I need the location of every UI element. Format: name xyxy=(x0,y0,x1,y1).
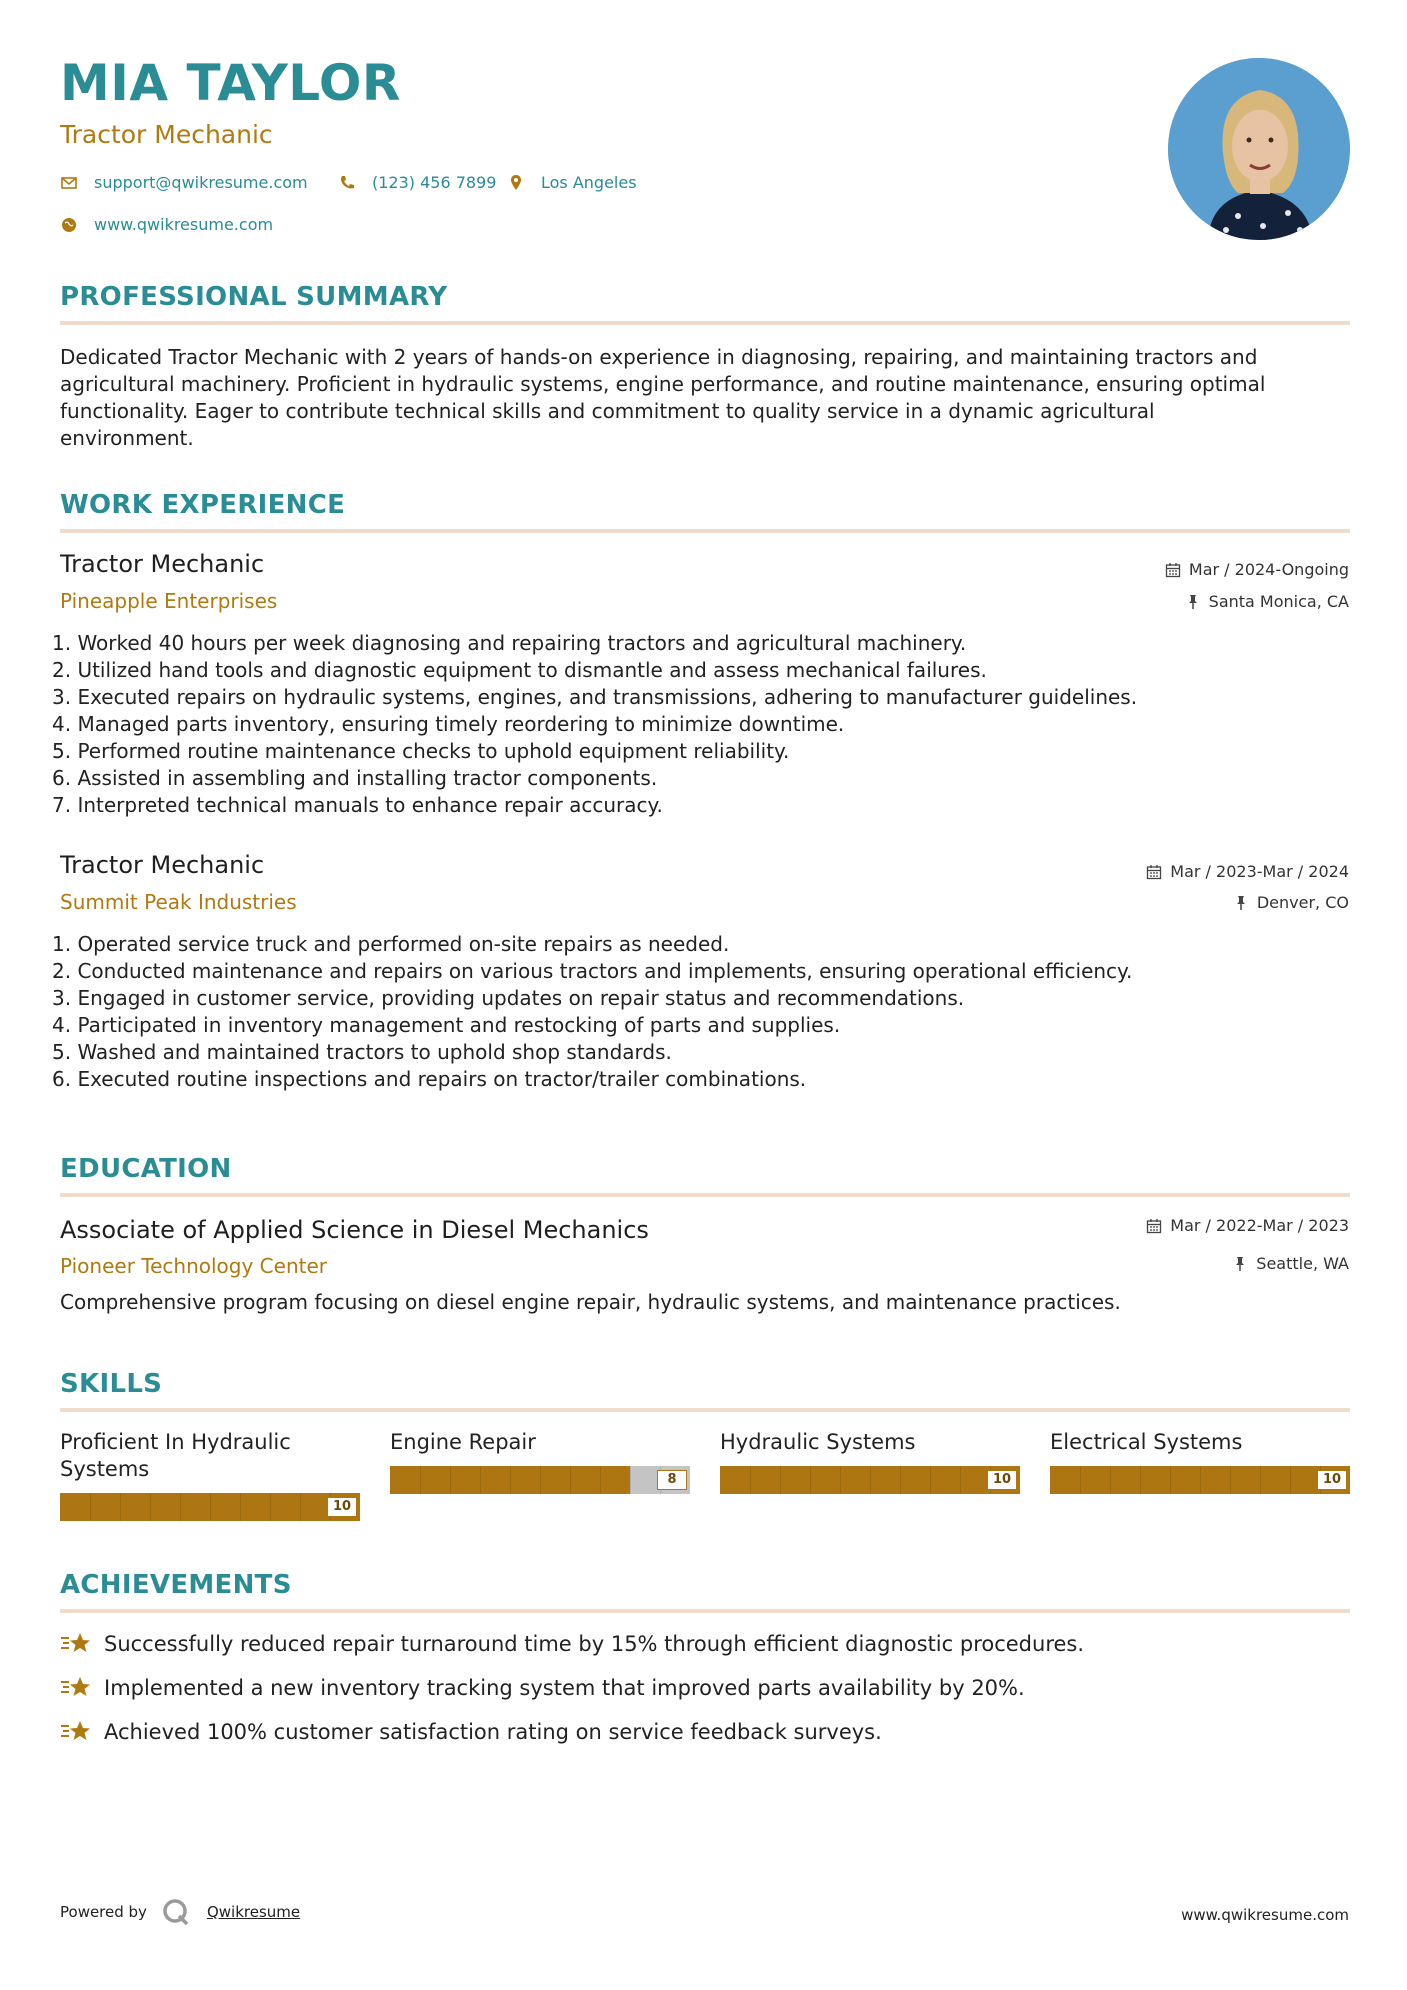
skill-bar-segment xyxy=(570,1466,571,1494)
achievement-text: Implemented a new inventory tracking system that improved parts availability by 20%. xyxy=(104,1676,1025,1700)
skill-bar-segment xyxy=(750,1466,751,1494)
job-location xyxy=(1233,893,1349,912)
skill-bar-segment xyxy=(1110,1466,1111,1494)
skill-level-label: 10 xyxy=(1317,1470,1347,1490)
summary-line: environment. xyxy=(60,426,194,450)
skill-bar-segment xyxy=(420,1466,421,1494)
section-title-experience: WORK EXPERIENCE xyxy=(60,490,346,520)
profile-photo xyxy=(1168,58,1350,240)
summary-line: functionality. Eager to contribute technical skills and commitment to quality service in a dynamic agricultural xyxy=(60,399,1155,423)
achievement-item xyxy=(60,1674,1025,1702)
skill-bar xyxy=(720,1466,1020,1494)
achievement-text: Successfully reduced repair turnaround time by 15% through efficient diagnostic procedures. xyxy=(104,1632,1085,1656)
job-bullets xyxy=(52,931,1342,1093)
skill-name xyxy=(1050,1429,1350,1456)
section-title-summary: PROFESSIONAL SUMMARY xyxy=(60,282,448,312)
website-contact[interactable] xyxy=(60,215,273,234)
skill-name-line: Proficient In Hydraulic xyxy=(60,1430,291,1454)
skill-bar-segment xyxy=(1260,1466,1261,1494)
skill-name-line: Electrical Systems xyxy=(1050,1430,1243,1454)
school-name: Pioneer Technology Center xyxy=(60,1254,327,1278)
powered-by-text: Powered by xyxy=(60,1903,147,1921)
skill-bar-segment xyxy=(630,1466,631,1494)
summary-text xyxy=(60,344,1350,452)
skill-bar-segment xyxy=(450,1466,451,1494)
calendar-icon xyxy=(1165,562,1181,578)
list-item: 3. Engaged in customer service, providing updates on repair status and recommendations. xyxy=(52,986,965,1010)
list-item: 6. Assisted in assembling and installing tractor components. xyxy=(52,766,658,790)
calendar-icon xyxy=(1146,1218,1162,1234)
skill-bar-segment xyxy=(210,1493,211,1521)
job-location xyxy=(1185,592,1349,611)
job-dates xyxy=(1165,560,1349,579)
skill-item xyxy=(720,1429,1020,1494)
section-divider xyxy=(60,321,1350,325)
list-item: 2. Conducted maintenance and repairs on various tractors and implements, ensuring operational efficiency. xyxy=(52,959,1133,983)
skill-bar-segment xyxy=(510,1466,511,1494)
skill-bar-segment xyxy=(240,1493,241,1521)
achievement-item xyxy=(60,1718,882,1746)
summary-line: Dedicated Tractor Mechanic with 2 years of hands-on experience in diagnosing, repairing, and maintaining tractors and xyxy=(60,345,1258,369)
job-bullets xyxy=(52,630,1342,819)
star-icon xyxy=(60,1630,92,1658)
globe-icon xyxy=(60,216,78,234)
skill-level-label: 10 xyxy=(327,1497,357,1517)
skill-bar-segment xyxy=(1290,1466,1291,1494)
skill-name-line: Hydraulic Systems xyxy=(720,1430,916,1454)
skill-bar xyxy=(390,1466,690,1494)
candidate-name: MIA TAYLOR xyxy=(60,54,401,112)
skill-bar-segment xyxy=(120,1493,121,1521)
skill-bar-segment xyxy=(870,1466,871,1494)
job-title: Tractor Mechanic xyxy=(60,851,265,879)
job-title: Tractor Mechanic xyxy=(60,550,265,578)
skill-bar-segment xyxy=(960,1466,961,1494)
website-text: www.qwikresume.com xyxy=(94,215,274,234)
skill-bar-segment xyxy=(840,1466,841,1494)
candidate-role: Tractor Mechanic xyxy=(60,120,273,149)
skill-bar-segment xyxy=(600,1466,601,1494)
list-item: 1. Worked 40 hours per week diagnosing and repairing tractors and agricultural machinery. xyxy=(52,631,967,655)
section-title-education: EDUCATION xyxy=(60,1154,232,1184)
skill-bar-segment xyxy=(150,1493,151,1521)
education-dates xyxy=(1146,1216,1349,1235)
skill-bar-segment xyxy=(1230,1466,1231,1494)
section-divider xyxy=(60,1193,1350,1197)
section-divider xyxy=(60,1609,1350,1613)
job-location-text: Santa Monica, CA xyxy=(1208,592,1349,611)
list-item: 1. Operated service truck and performed on-site repairs as needed. xyxy=(52,932,730,956)
pin-icon xyxy=(1232,1256,1248,1272)
envelope-icon xyxy=(60,174,78,192)
skill-bar-segment xyxy=(480,1466,481,1494)
list-item: 4. Participated in inventory management and restocking of parts and supplies. xyxy=(52,1013,841,1037)
degree-title: Associate of Applied Science in Diesel Mechanics xyxy=(60,1216,649,1244)
list-item: 3. Executed repairs on hydraulic systems, engines, and transmissions, adhering to manufacturer guidelines. xyxy=(52,685,1138,709)
skill-bar-segment xyxy=(90,1493,91,1521)
education-location-text: Seattle, WA xyxy=(1256,1254,1349,1273)
footer-powered-by xyxy=(60,1897,300,1927)
skill-bar xyxy=(1050,1466,1350,1494)
email-text: support@qwikresume.com xyxy=(94,173,308,192)
star-icon xyxy=(60,1718,92,1746)
calendar-icon xyxy=(1146,864,1162,880)
summary-line: agricultural machinery. Proficient in hydraulic systems, engine performance, and routine maintenance, ensuring optimal xyxy=(60,372,1266,396)
job-dates-text: Mar / 2024-Ongoing xyxy=(1188,560,1349,579)
skill-bar-segment xyxy=(1170,1466,1171,1494)
skill-bar-segment xyxy=(1200,1466,1201,1494)
location-text: Los Angeles xyxy=(541,173,637,192)
footer-url[interactable]: www.qwikresume.com xyxy=(1181,1906,1349,1924)
skill-bar-segment xyxy=(930,1466,931,1494)
skill-item xyxy=(60,1429,360,1521)
qwikresume-link[interactable]: Qwikresume xyxy=(206,1903,301,1921)
list-item: 5. Performed routine maintenance checks to uphold equipment reliability. xyxy=(52,739,790,763)
achievement-text: Achieved 100% customer satisfaction rating on service feedback surveys. xyxy=(104,1720,882,1744)
list-item: 2. Utilized hand tools and diagnostic equipment to dismantle and assess mechanical failures. xyxy=(52,658,987,682)
skill-bar-segment xyxy=(1080,1466,1081,1494)
qwikresume-logo-icon xyxy=(161,1897,191,1927)
job-dates-text: Mar / 2023-Mar / 2024 xyxy=(1170,862,1349,881)
list-item: 4. Managed parts inventory, ensuring timely reordering to minimize downtime. xyxy=(52,712,845,736)
phone-contact[interactable] xyxy=(338,173,496,192)
section-divider xyxy=(60,529,1350,533)
pin-icon xyxy=(1185,594,1201,610)
skill-bar-segment xyxy=(300,1493,301,1521)
job-company: Pineapple Enterprises xyxy=(60,589,278,613)
job-dates xyxy=(1146,862,1349,881)
skill-name xyxy=(720,1429,1020,1456)
skill-item xyxy=(1050,1429,1350,1494)
section-title-achievements: ACHIEVEMENTS xyxy=(60,1570,292,1600)
skill-bar-segment xyxy=(900,1466,901,1494)
phone-icon xyxy=(338,174,356,192)
skill-name xyxy=(390,1429,690,1456)
skill-bar xyxy=(60,1493,360,1521)
skill-item xyxy=(390,1429,690,1494)
location-contact xyxy=(507,173,637,192)
star-icon xyxy=(60,1674,92,1702)
skill-name xyxy=(60,1429,360,1483)
section-title-skills: SKILLS xyxy=(60,1369,163,1399)
education-description: Comprehensive program focusing on diesel engine repair, hydraulic systems, and maintenance practices. xyxy=(60,1290,1121,1314)
skill-name-line: Systems xyxy=(60,1457,150,1481)
skill-bar-segment xyxy=(540,1466,541,1494)
list-item: 6. Executed routine inspections and repairs on tractor/trailer combinations. xyxy=(52,1067,807,1091)
achievement-item xyxy=(60,1630,1084,1658)
skill-bar-segment xyxy=(1140,1466,1141,1494)
skill-bar-segment xyxy=(810,1466,811,1494)
email-contact[interactable] xyxy=(60,173,308,192)
skill-level-label: 8 xyxy=(657,1470,687,1490)
section-divider xyxy=(60,1408,1350,1412)
education-location xyxy=(1232,1254,1349,1273)
job-location-text: Denver, CO xyxy=(1256,893,1349,912)
phone-text: (123) 456 7899 xyxy=(372,173,497,192)
skill-name-line: Engine Repair xyxy=(390,1430,536,1454)
skill-level-label: 10 xyxy=(987,1470,1017,1490)
job-company: Summit Peak Industries xyxy=(60,890,297,914)
list-item: 7. Interpreted technical manuals to enhance repair accuracy. xyxy=(52,793,663,817)
list-item: 5. Washed and maintained tractors to uphold shop standards. xyxy=(52,1040,672,1064)
skill-bar-segment xyxy=(780,1466,781,1494)
skill-bar-segment xyxy=(180,1493,181,1521)
skill-bar-segment xyxy=(270,1493,271,1521)
pin-icon xyxy=(1233,895,1249,911)
map-pin-icon xyxy=(507,174,525,192)
education-dates-text: Mar / 2022-Mar / 2023 xyxy=(1170,1216,1349,1235)
